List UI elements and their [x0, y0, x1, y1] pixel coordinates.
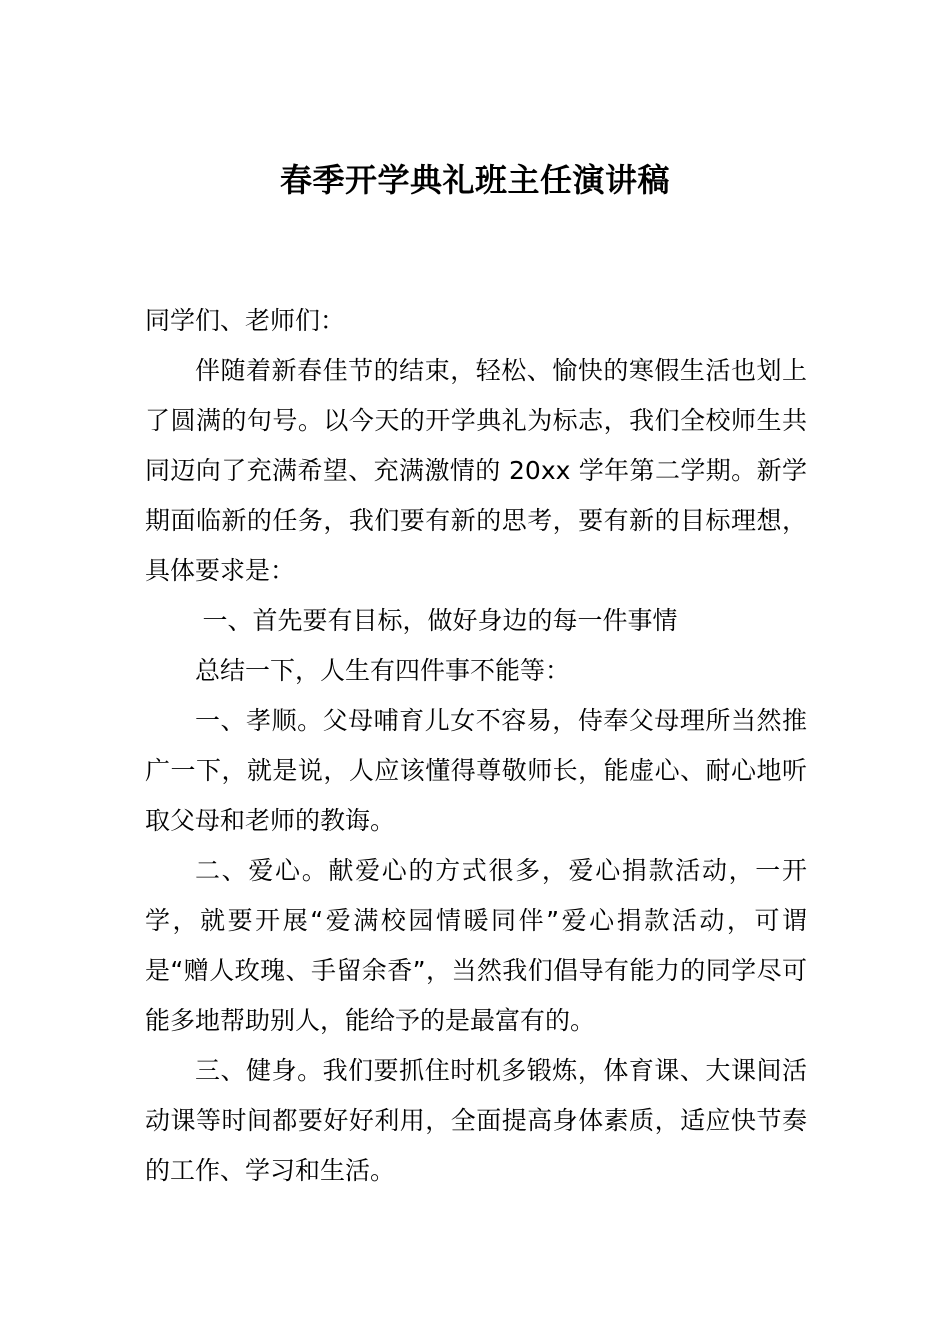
document-body [145, 296, 807, 1196]
paragraph-intro: 伴随着新春佳节的结束，轻松、愉快的寒假生活也划上了圆满的句号。以今天的开学典礼为标志，我们全校师生共同迈向了充满希望、充满激情的 20xx 学年第二学期。新学期面临新的任务，我们要有新的思考，要有新的目标理想，具体要求是： [145, 356, 807, 585]
paragraph-charity: 二、爱心。献爱心的方式很多，爱心捐款活动，一开学，就要开展“爱满校园情暖同伴”爱心捐款活动，可谓是“赠人玫瑰、手留余香”，当然我们倡导有能力的同学尽可能多地帮助别人，能给予的是最富有的。 [145, 856, 807, 1035]
salutation: 同学们、老师们： [145, 306, 346, 335]
document-title: 春季开学典礼班主任演讲稿 [279, 161, 670, 199]
section-heading: 一、首先要有目标，做好身边的每一件事情 [202, 606, 678, 635]
paragraph-fitness: 三、健身。我们要抓住时机多锻炼，体育课、大课间活动课等时间都要好好利用，全面提高身体素质，适应快节奏的工作、学习和生活。 [145, 1056, 807, 1185]
paragraph-filial-piety: 一、孝顺。父母哺育儿女不容易，侍奉父母理所当然推广一下，就是说，人应该懂得尊敬师长，能虚心、耐心地听取父母和老师的教诲。 [145, 706, 807, 835]
paragraph-summary: 总结一下，人生有四件事不能等： [195, 656, 571, 685]
